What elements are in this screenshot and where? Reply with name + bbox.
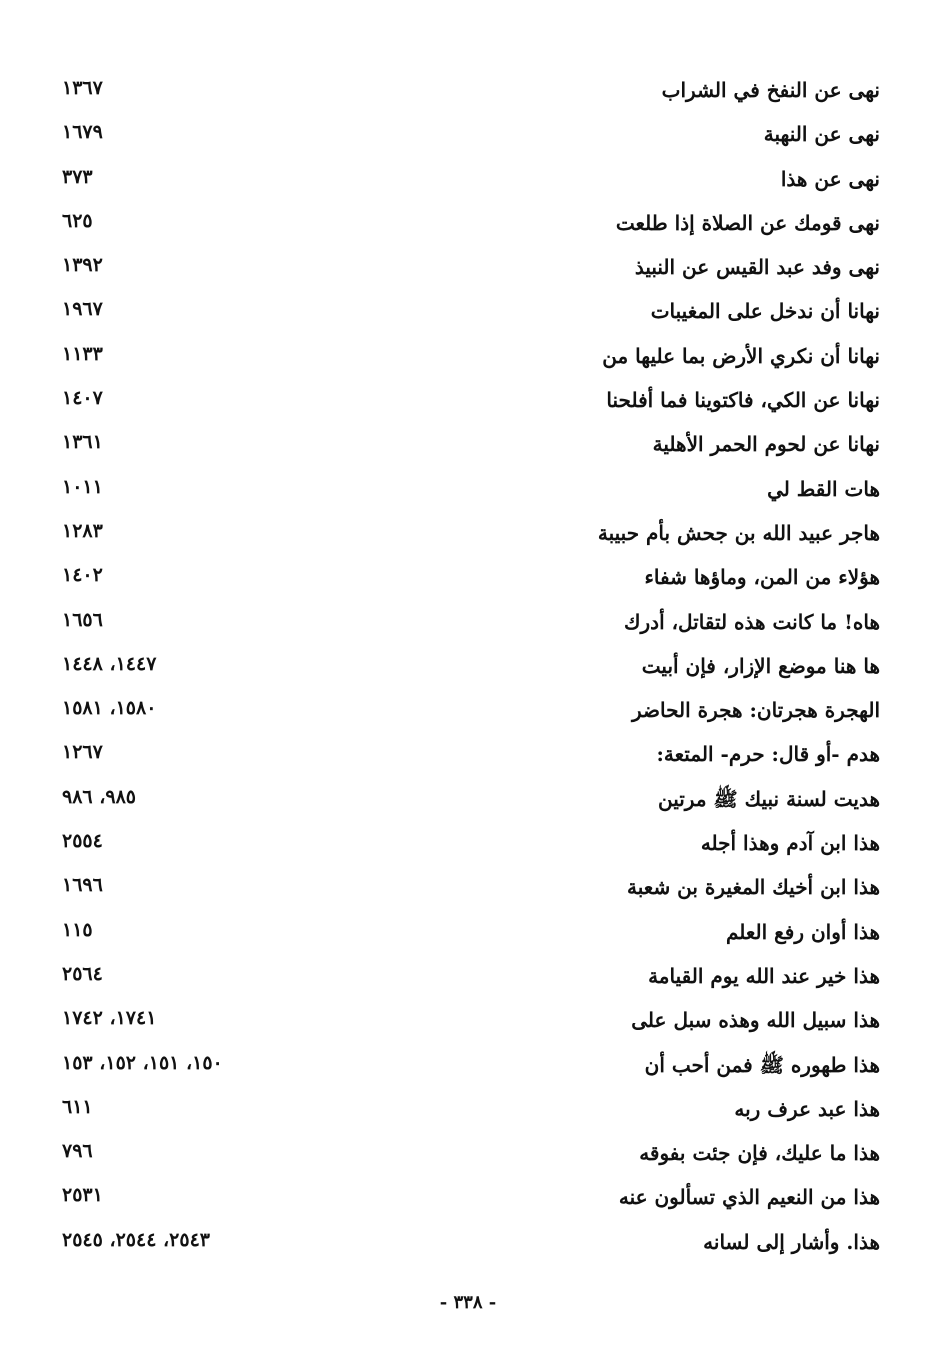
index-entry (0, 557, 936, 601)
index-entry (0, 734, 936, 778)
index-entry (0, 336, 936, 380)
entry-phrase: هاجر عبيد الله بن جحش بأم حبيبة (597, 520, 880, 545)
entry-phrase: نهى وفد عبد القيس عن النبيذ (634, 255, 880, 280)
entry-hadith-numbers: ١١٣٣ (62, 342, 103, 365)
entry-hadith-numbers: ١٣٩٢ (62, 254, 103, 277)
index-entry (0, 114, 936, 158)
entry-phrase: الهجرة هجرتان: هجرة الحاضر (631, 698, 880, 723)
entry-hadith-numbers: ٢٥٦٤ (62, 962, 103, 985)
index-entry (0, 469, 936, 513)
entry-hadith-numbers: ٢٥٥٤ (62, 830, 103, 853)
entry-phrase: هدم -أو قال: حرم- المتعة: (656, 742, 880, 767)
entry-hadith-numbers: ١٦٩٦ (62, 874, 103, 897)
entry-hadith-numbers: ١٦٥٦ (62, 608, 103, 631)
index-entry (0, 912, 936, 956)
entry-phrase: هات القط لي (767, 476, 880, 501)
entry-hadith-numbers: ٢٥٤٣، ٢٥٤٤، ٢٥٤٥ (62, 1228, 210, 1251)
index-entry (0, 247, 936, 291)
entry-phrase: نهانا عن لحوم الحمر الأهلية (652, 432, 880, 457)
entry-phrase: نهانا عن الكي، فاكتوينا فما أفلحنا (606, 388, 880, 413)
entry-phrase: هديت لسنة نبيك ﷺ مرتين (657, 786, 880, 811)
entry-hadith-numbers: ١٧٤١، ١٧٤٢ (62, 1007, 157, 1030)
page-number: - ٣٣٨ - (439, 1292, 497, 1313)
index-entry (0, 1089, 936, 1133)
entry-hadith-numbers: ٧٩٦ (62, 1140, 93, 1163)
entry-hadith-numbers: ١٤٠٧ (62, 387, 103, 410)
entry-hadith-numbers: ١٢٨٣ (62, 519, 103, 542)
entry-phrase: هذا. وأشار إلى لسانه (703, 1229, 880, 1254)
index-entry (0, 380, 936, 424)
entry-hadith-numbers: ١٩٦٧ (62, 298, 103, 321)
entry-phrase: هؤلاء من المن، وماؤها شفاء (644, 565, 880, 590)
entry-hadith-numbers: ٦٢٥ (62, 209, 93, 232)
index-entry (0, 867, 936, 911)
index-entry (0, 203, 936, 247)
entry-phrase: هذا طهوره ﷺ فمن أحب أن (644, 1052, 880, 1077)
index-entry (0, 513, 936, 557)
index-entry (0, 602, 936, 646)
entry-hadith-numbers: ١٥٠، ١٥١، ١٥٢، ١٥٣ (62, 1051, 223, 1074)
entry-phrase: هذا ابن أخيك المغيرة بن شعبة (627, 875, 880, 900)
entry-phrase: نهى قومك عن الصلاة إذا طلعت (615, 210, 880, 235)
entry-hadith-numbers: ١٦٧٩ (62, 121, 103, 144)
entry-phrase: نهى عن النفخ في الشراب (661, 78, 880, 102)
index-entry (0, 779, 936, 823)
index-entry (0, 690, 936, 734)
entry-phrase: هذا أوان رفع العلم (725, 919, 880, 944)
entry-phrase: هذا عبد عرف ربه (734, 1096, 880, 1121)
entry-phrase: نهى عن النهبة (763, 122, 880, 147)
entry-phrase: هذا من النعيم الذي تسألون عنه (618, 1185, 880, 1210)
index-entry (0, 159, 936, 203)
entry-hadith-numbers: ١٣٦٧ (62, 77, 103, 99)
entry-phrase: هذا سبيل الله وهذه سبل على (631, 1008, 880, 1033)
index-entry (0, 1133, 936, 1177)
index-entry (0, 956, 936, 1000)
entry-phrase: هذا ابن آدم وهذا أجله (700, 831, 880, 856)
entry-hadith-numbers: ١٣٦١ (62, 431, 103, 454)
index-entry (0, 291, 936, 335)
entry-hadith-numbers: ١٠١١ (62, 475, 103, 498)
entry-phrase: هاه! ما كانت هذه لتقاتل، أدرك (624, 609, 880, 634)
index-entry (0, 1045, 936, 1089)
entry-hadith-numbers: ١١٥ (62, 918, 93, 941)
index-entry (0, 1177, 936, 1221)
entry-hadith-numbers: ٣٧٣ (62, 165, 93, 188)
entry-hadith-numbers: ١٥٨٠، ١٥٨١ (62, 697, 157, 720)
index-entry (0, 1000, 936, 1044)
entry-phrase: هذا خير عند الله يوم القيامة (648, 963, 880, 988)
index-entry (0, 70, 936, 114)
entry-phrase: ها هنا موضع الإزار، فإن أبيت (641, 653, 880, 678)
entry-phrase: نهانا أن نكري الأرض بما عليها من (602, 343, 880, 368)
entry-hadith-numbers: ١٢٦٧ (62, 741, 103, 764)
entry-hadith-numbers: ٦١١ (62, 1095, 93, 1118)
entry-phrase: هذا ما عليك، فإن جئت بفوقه (639, 1141, 880, 1166)
entry-hadith-numbers: ٢٥٣١ (62, 1184, 103, 1207)
entry-hadith-numbers: ١٤٠٢ (62, 564, 103, 587)
entry-phrase: نهانا أن ندخل على المغيبات (650, 299, 880, 324)
entry-phrase: نهى عن هذا (780, 166, 880, 191)
entry-hadith-numbers: ١٤٤٧، ١٤٤٨ (62, 652, 157, 675)
index-entry (0, 823, 936, 867)
index-entry (0, 424, 936, 468)
index-entry (0, 646, 936, 690)
index-entry (0, 1222, 936, 1266)
index-entry-list (0, 70, 936, 1266)
entry-hadith-numbers: ٩٨٥، ٩٨٦ (62, 785, 136, 808)
